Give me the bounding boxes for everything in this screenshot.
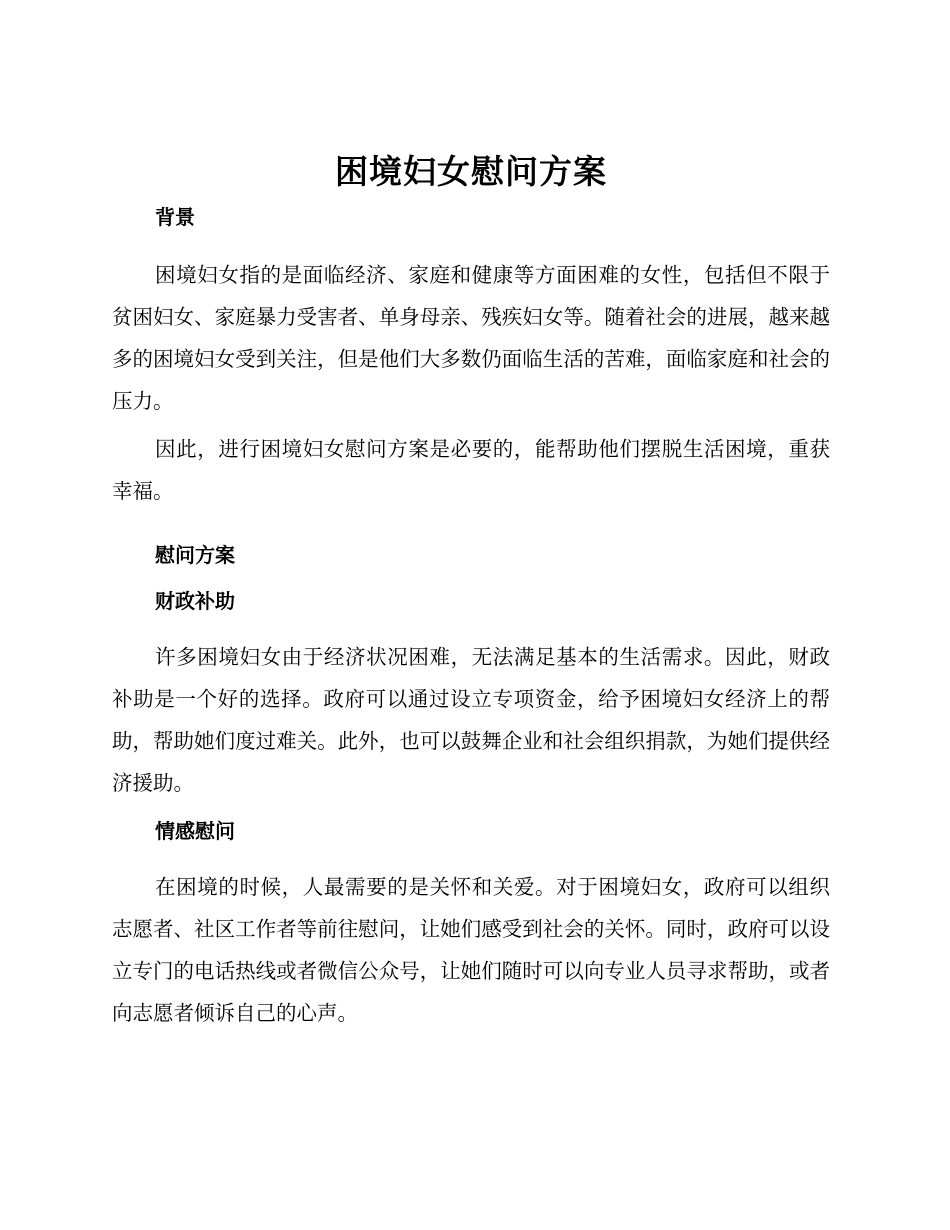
document-body bbox=[112, 148, 830, 1034]
section-heading-plan: 慰问方案 bbox=[155, 543, 235, 567]
background-paragraph-1: 困境妇女指的是面临经济、家庭和健康等方面困难的女性，包括但不限于贫困妇女、家庭暴力受害者、单身母亲、残疾妇女等。随着社会的进展，越来越多的困境妇女受到关注，但是他们大多数仍面临生活的苦难，面临家庭和社会的压力。 bbox=[112, 263, 830, 413]
section-heading-background: 背景 bbox=[155, 205, 195, 229]
background-paragraph-2: 因此，进行困境妇女慰问方案是必要的，能帮助他们摆脱生活困境，重获幸福。 bbox=[112, 437, 830, 503]
subsection-heading-finance: 财政补助 bbox=[155, 589, 235, 613]
finance-paragraph: 许多困境妇女由于经济状况困难，无法满足基本的生活需求。因此，财政补助是一个好的选择。政府可以通过设立专项资金，给予困境妇女经济上的帮助，帮助她们度过难关。此外，也可以鼓舞企业和社会组织捐款，为她们提供经济援助。 bbox=[112, 645, 830, 795]
emotion-paragraph: 在困境的时候，人最需要的是关怀和关爱。对于困境妇女，政府可以组织志愿者、社区工作者等前往慰问，让她们感受到社会的关怀。同时，政府可以设立专门的电话热线或者微信公众号，让她们随时可以向专业人员寻求帮助，或者向志愿者倾诉自己的心声。 bbox=[112, 875, 830, 1025]
subsection-heading-emotion: 情感慰问 bbox=[155, 819, 235, 843]
document-title: 困境妇女慰问方案 bbox=[335, 152, 607, 191]
